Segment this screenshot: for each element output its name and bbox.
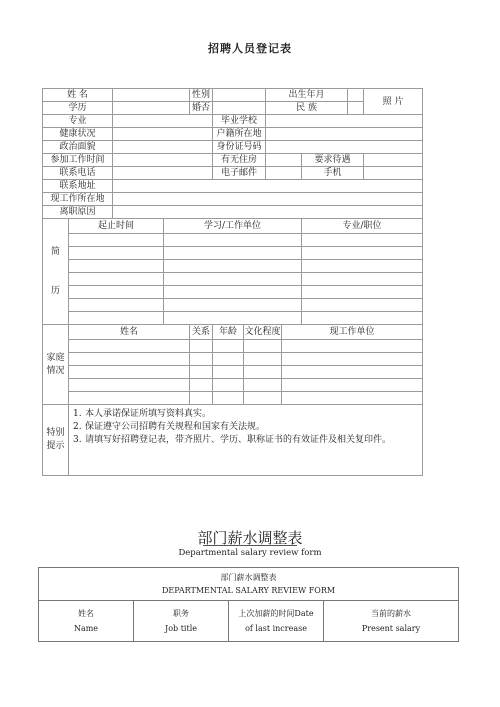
field-health[interactable]	[113, 128, 213, 141]
family-cell[interactable]	[69, 340, 190, 353]
resume-cell[interactable]	[69, 273, 164, 286]
notes-side-label: 特别提示	[43, 405, 69, 476]
family-cell[interactable]	[190, 366, 213, 379]
label-health: 健康状况	[43, 128, 113, 141]
resume-cell[interactable]	[302, 299, 423, 312]
family-cell[interactable]	[190, 353, 213, 366]
label-school: 毕业学校	[213, 115, 266, 128]
col-job-title: 职务 Job title	[134, 601, 229, 642]
resume-header-organization: 学习/工作单位	[164, 219, 302, 234]
family-cell[interactable]	[213, 392, 244, 405]
family-side-label: 家庭情况	[43, 325, 69, 405]
label-marital: 婚否	[190, 102, 213, 115]
resume-cell[interactable]	[164, 234, 302, 247]
col-name: 姓名 Name	[39, 601, 134, 642]
family-cell[interactable]	[244, 366, 282, 379]
resume-header-period: 起止时间	[69, 219, 164, 234]
note-item: 3. 请填写好招聘登记表，带齐照片、学历、职称证书的有效证件及相关复印件。	[73, 435, 392, 445]
family-cell[interactable]	[282, 353, 423, 366]
field-address[interactable]	[113, 180, 423, 193]
family-cell[interactable]	[244, 392, 282, 405]
family-cell[interactable]	[282, 340, 423, 353]
salary-review-table	[38, 567, 459, 642]
family-cell[interactable]	[69, 353, 190, 366]
family-header-name: 姓名	[69, 325, 190, 340]
label-leave-reason: 离职原因	[43, 206, 113, 219]
resume-cell[interactable]	[164, 247, 302, 260]
field-idcard[interactable]	[266, 141, 423, 154]
label-gender: 性别	[190, 89, 213, 102]
form2-header	[39, 568, 459, 601]
label-political: 政治面貌	[43, 141, 113, 154]
notes-box	[69, 405, 423, 476]
recruitment-registration-table	[42, 88, 423, 476]
field-housing[interactable]	[266, 154, 302, 167]
field-mobile[interactable]	[364, 167, 423, 180]
field-leave-reason[interactable]	[113, 206, 423, 219]
note-item: 1. 本人承诺保证所填写资料真实。	[73, 409, 212, 419]
resume-side-label	[43, 219, 69, 325]
form2-header-cn: 部门薪水调整表	[220, 573, 277, 582]
label-email: 电子邮件	[213, 167, 266, 180]
resume-cell[interactable]	[302, 247, 423, 260]
resume-cell[interactable]	[164, 273, 302, 286]
label-work-start: 参加工作时间	[43, 154, 113, 167]
photo-box[interactable]: 照 片	[364, 89, 423, 115]
resume-cell[interactable]	[69, 234, 164, 247]
resume-cell[interactable]	[302, 286, 423, 299]
resume-cell[interactable]	[69, 260, 164, 273]
family-cell[interactable]	[244, 340, 282, 353]
resume-cell[interactable]	[302, 260, 423, 273]
family-header-relation: 关系	[190, 325, 213, 340]
family-cell[interactable]	[213, 366, 244, 379]
resume-cell[interactable]	[302, 234, 423, 247]
family-header-workplace: 现工作单位	[282, 325, 423, 340]
family-header-education: 文化程度	[244, 325, 282, 340]
field-gender[interactable]	[213, 89, 266, 102]
family-cell[interactable]	[69, 379, 190, 392]
field-name[interactable]	[113, 89, 190, 102]
label-birth: 出生年月	[266, 89, 348, 102]
label-mobile: 手机	[302, 167, 364, 180]
label-idcard: 身份证号码	[213, 141, 266, 154]
label-current-work: 现工作所在地	[43, 193, 113, 206]
form2-subtitle: Departmental salary review form	[178, 548, 322, 558]
label-benefits: 要求待遇	[302, 154, 364, 167]
resume-cell[interactable]	[164, 286, 302, 299]
label-education: 学历	[43, 102, 113, 115]
label-phone: 联系电话	[43, 167, 113, 180]
resume-cell[interactable]	[164, 312, 302, 325]
family-cell[interactable]	[213, 340, 244, 353]
resume-cell[interactable]	[69, 247, 164, 260]
resume-side-label-2: 历	[50, 285, 60, 296]
resume-cell[interactable]	[302, 312, 423, 325]
form1-title: 招聘人员登记表	[208, 42, 292, 55]
family-cell[interactable]	[282, 392, 423, 405]
label-name: 姓 名	[43, 89, 113, 102]
label-ethnicity: 民 族	[266, 102, 348, 115]
field-school[interactable]	[266, 115, 423, 128]
field-birth[interactable]	[348, 89, 364, 102]
form2-title-underline	[203, 545, 297, 546]
field-benefits[interactable]	[364, 154, 423, 167]
form2-title: 部门薪水调整表	[197, 529, 303, 547]
field-hukou[interactable]	[266, 128, 423, 141]
family-cell[interactable]	[213, 353, 244, 366]
resume-cell[interactable]	[164, 299, 302, 312]
col-last-increase: 上次加薪的时间Date of last increase	[229, 601, 324, 642]
field-ethnicity[interactable]	[348, 102, 364, 115]
family-cell[interactable]	[190, 340, 213, 353]
field-current-work[interactable]	[113, 193, 423, 206]
family-cell[interactable]	[190, 379, 213, 392]
family-cell[interactable]	[282, 366, 423, 379]
label-major: 专业	[43, 115, 113, 128]
family-cell[interactable]	[69, 366, 190, 379]
resume-cell[interactable]	[69, 312, 164, 325]
field-email[interactable]	[266, 167, 302, 180]
resume-header-position: 专业/职位	[302, 219, 423, 234]
field-major[interactable]	[113, 115, 213, 128]
resume-side-label-1: 简	[50, 246, 60, 257]
field-political[interactable]	[113, 141, 213, 154]
label-address: 联系地址	[43, 180, 113, 193]
family-cell[interactable]	[190, 392, 213, 405]
family-header-age: 年龄	[213, 325, 244, 340]
family-cell[interactable]	[69, 392, 190, 405]
family-cell[interactable]	[282, 379, 423, 392]
form2-header-en: DEPARTMENTAL SALARY REVIEW FORM	[161, 586, 336, 595]
field-work-start[interactable]	[113, 154, 213, 167]
resume-cell[interactable]	[69, 299, 164, 312]
field-marital[interactable]	[213, 102, 266, 115]
note-item: 2. 保证遵守公司招聘有关规程和国家有关法规。	[73, 422, 266, 432]
family-cell[interactable]	[244, 379, 282, 392]
resume-cell[interactable]	[164, 260, 302, 273]
family-cell[interactable]	[244, 353, 282, 366]
field-education[interactable]	[113, 102, 190, 115]
family-cell[interactable]	[213, 379, 244, 392]
col-present-salary: 当前的薪水 Present salary	[324, 601, 459, 642]
resume-cell[interactable]	[302, 273, 423, 286]
label-housing: 有无住房	[213, 154, 266, 167]
label-hukou: 户籍所在地	[213, 128, 266, 141]
field-phone[interactable]	[113, 167, 213, 180]
resume-cell[interactable]	[69, 286, 164, 299]
